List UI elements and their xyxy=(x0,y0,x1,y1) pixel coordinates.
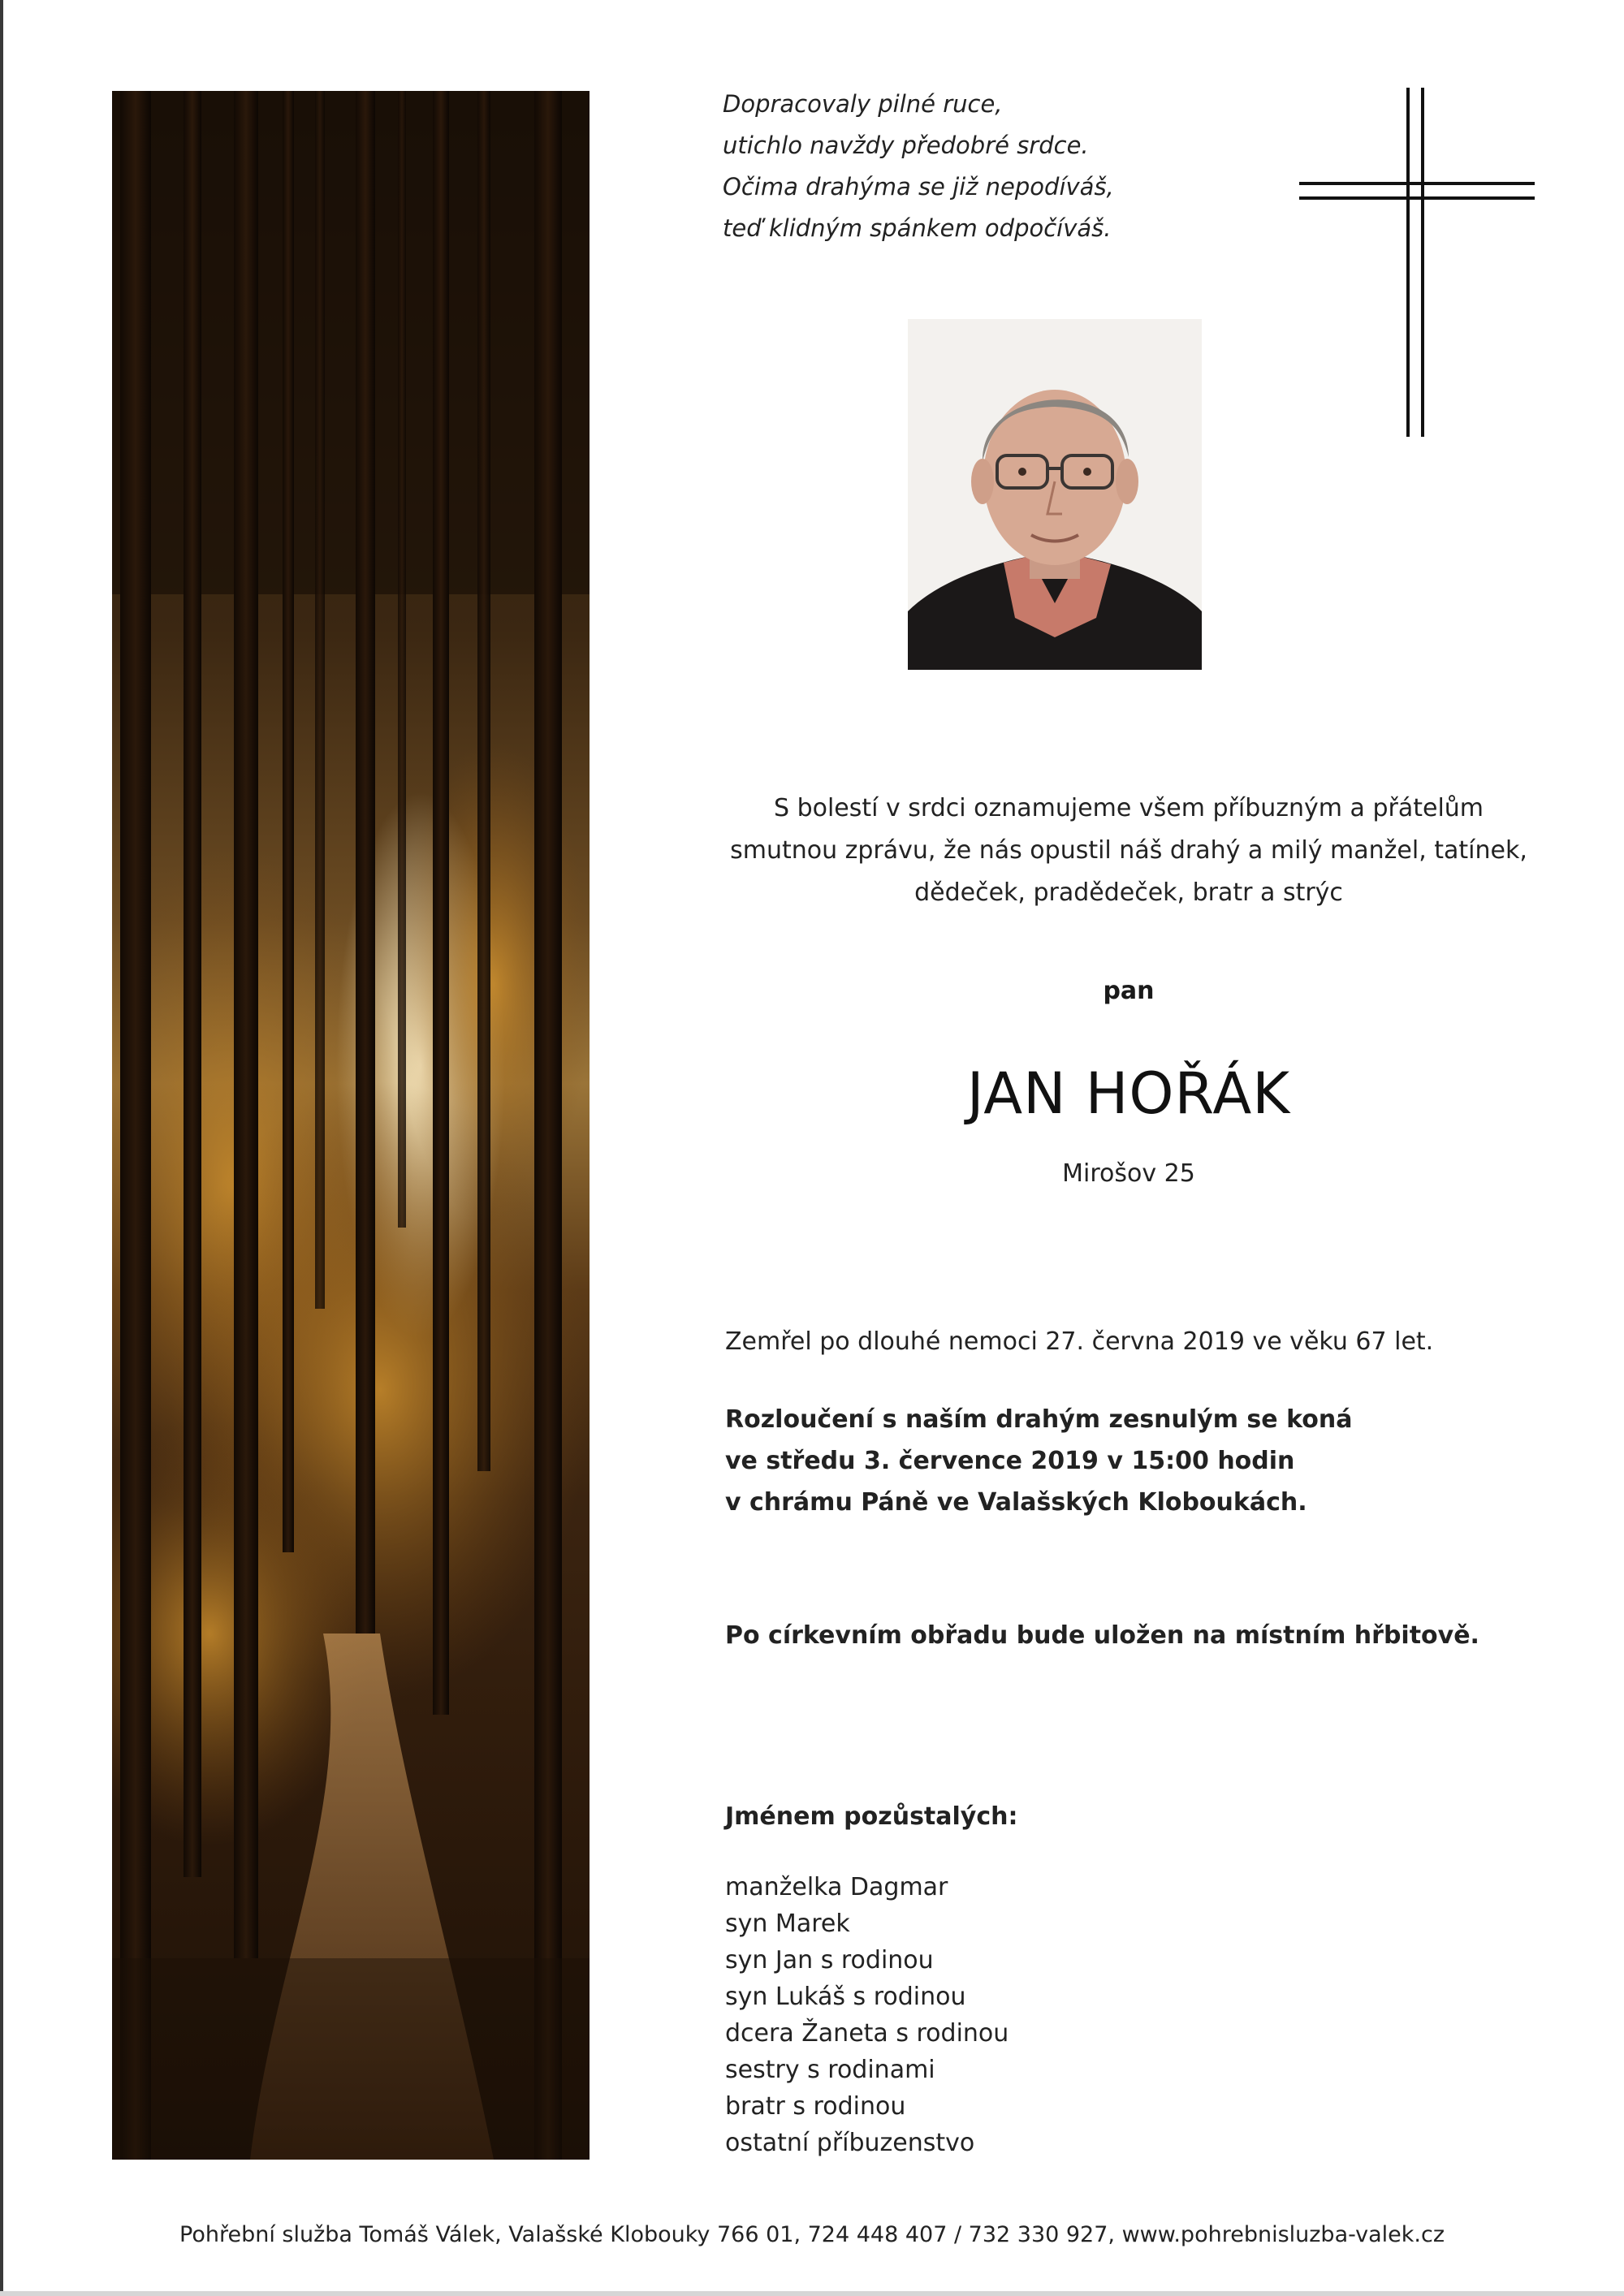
cross-icon xyxy=(1299,88,1535,437)
portrait-photo xyxy=(908,319,1202,670)
list-item: bratr s rodinou xyxy=(725,2092,906,2121)
page-bottom-edge xyxy=(0,2291,1624,2296)
list-item: sestry s rodinami xyxy=(725,2056,935,2084)
announcement-text xyxy=(698,788,1559,914)
farewell-line: v chrámu Páně ve Valašských Kloboukách. xyxy=(725,1488,1307,1517)
list-item: syn Lukáš s rodinou xyxy=(725,1983,966,2011)
list-item: syn Marek xyxy=(725,1910,850,1938)
death-notice: Zemřel po dlouhé nemoci 27. června 2019 ve věku 67 let. xyxy=(725,1327,1434,1356)
page-edge-shadow xyxy=(0,0,3,2296)
poem-line: Dopracovaly pilné ruce, xyxy=(723,90,1003,118)
list-item: manželka Dagmar xyxy=(725,1873,948,1901)
list-item: syn Jan s rodinou xyxy=(725,1946,934,1974)
forest-photo xyxy=(112,91,590,2160)
farewell-info xyxy=(725,1399,1352,1523)
poem-line: utichlo navždy předobré srdce. xyxy=(723,132,1089,159)
funeral-service-footer: Pohřební služba Tomáš Válek, Valašské Klobouky 766 01, 724 448 407 / 732 330 927, www.pohrebnisluzba-valek.cz xyxy=(179,2222,1445,2247)
deceased-name: JAN HOŘÁK xyxy=(966,1060,1291,1127)
announcement-line: S bolestí v srdci oznamujeme všem příbuzným a přátelům xyxy=(773,794,1484,822)
deceased-address: Mirošov 25 xyxy=(1062,1159,1195,1188)
farewell-line: ve středu 3. července 2019 v 15:00 hodin xyxy=(725,1447,1295,1475)
salutation: pan xyxy=(1103,977,1155,1005)
announcement-line: dědeček, pradědeček, bratr a strýc xyxy=(914,878,1343,907)
poem-line: Očima drahýma se již nepodíváš, xyxy=(723,173,1114,201)
farewell-line: Rozloučení s naším drahým zesnulým se koná xyxy=(725,1405,1353,1434)
poem xyxy=(723,84,1177,249)
burial-info: Po církevním obřadu bude uložen na místním hřbitově. xyxy=(725,1621,1479,1650)
list-item: dcera Žaneta s rodinou xyxy=(725,2019,1009,2048)
mourners-list xyxy=(725,1869,1009,2161)
list-item: ostatní příbuzenstvo xyxy=(725,2129,975,2157)
announcement-line: smutnou zprávu, že nás opustil náš drahý a milý manžel, tatínek, xyxy=(730,836,1527,865)
mourners-title: Jménem pozůstalých: xyxy=(725,1802,1018,1831)
poem-line: teď klidným spánkem odpočíváš. xyxy=(723,214,1112,242)
